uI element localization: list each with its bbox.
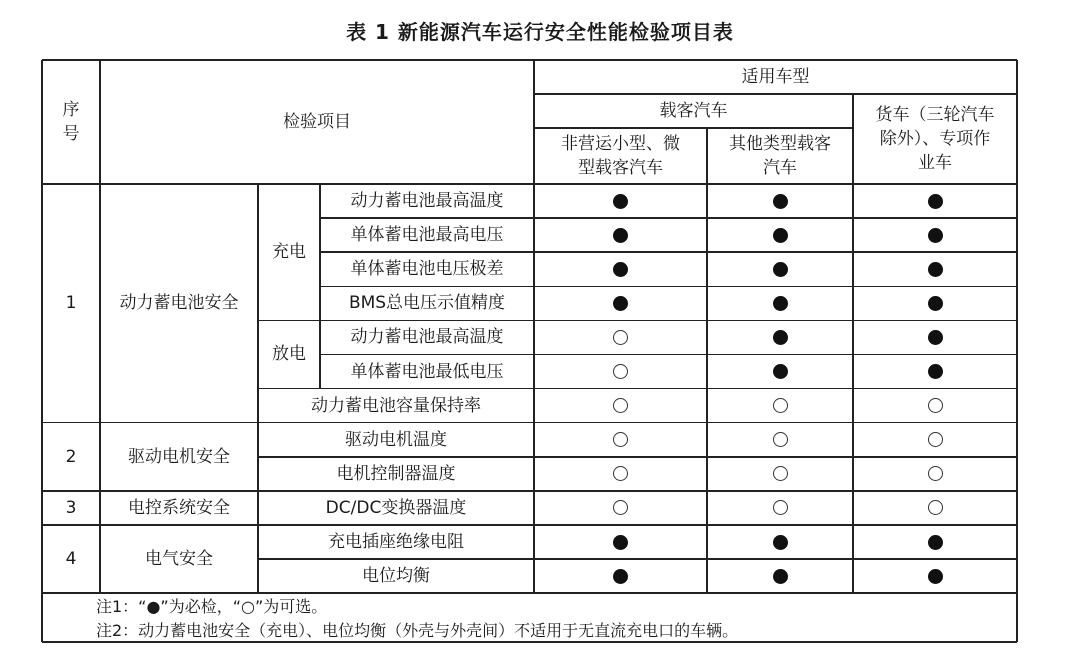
required-mark-icon — [773, 330, 788, 345]
mark-cell — [534, 355, 707, 389]
mark-cell — [534, 320, 707, 354]
mark-cell — [853, 525, 1017, 559]
optional-mark-icon — [613, 432, 628, 447]
note-1: 注1：“●”为必检，“○”为可选。 — [96, 597, 328, 616]
required-mark-icon — [613, 262, 628, 277]
optional-mark-icon — [928, 466, 943, 481]
mark-cell — [853, 491, 1017, 525]
mark-cell — [534, 218, 707, 252]
required-mark-icon — [928, 296, 943, 311]
mark-cell — [853, 559, 1017, 593]
group-seq: 1 — [65, 293, 77, 314]
inspection-item: 电位均衡 — [362, 566, 430, 587]
mark-cell — [853, 218, 1017, 252]
required-mark-icon — [928, 228, 943, 243]
required-mark-icon — [928, 262, 943, 277]
mark-cell — [853, 457, 1017, 491]
optional-mark-icon — [613, 330, 628, 345]
mark-cell — [707, 218, 853, 252]
mark-cell — [707, 320, 853, 354]
required-mark-icon — [613, 569, 628, 584]
mark-cell — [534, 389, 707, 423]
subgroup-discharge: 放电 — [272, 344, 306, 365]
header-applicable: 适用车型 — [741, 67, 810, 87]
header-item: 检验项目 — [283, 112, 351, 132]
mark-cell — [534, 252, 707, 286]
required-mark-icon — [613, 194, 628, 209]
optional-mark-icon — [928, 500, 943, 515]
required-mark-icon — [928, 569, 943, 584]
table-title: 表 1 新能源汽车运行安全性能检验项目表 — [346, 20, 734, 44]
mark-cell — [707, 559, 853, 593]
required-mark-icon — [773, 194, 788, 209]
mark-cell — [534, 184, 707, 218]
mark-cell — [853, 184, 1017, 218]
mark-cell — [534, 491, 707, 525]
inspection-item: 动力蓄电池最高温度 — [350, 191, 504, 212]
mark-cell — [534, 286, 707, 320]
mark-cell — [707, 286, 853, 320]
mark-cell — [853, 389, 1017, 423]
group-name: 电控系统安全 — [128, 497, 230, 518]
required-mark-icon — [928, 364, 943, 379]
required-mark-icon — [773, 262, 788, 277]
inspection-item: 驱动电机温度 — [345, 429, 447, 450]
required-mark-icon — [613, 535, 628, 550]
mark-cell — [853, 355, 1017, 389]
inspection-item: 单体蓄电池最低电压 — [350, 361, 504, 382]
required-mark-icon — [773, 535, 788, 550]
optional-mark-icon — [928, 432, 943, 447]
required-mark-icon — [928, 330, 943, 345]
required-mark-icon — [773, 296, 788, 311]
subgroup-charge: 充电 — [272, 242, 306, 263]
optional-mark-icon — [773, 500, 788, 515]
header-passenger: 载客汽车 — [659, 101, 728, 121]
optional-mark-icon — [773, 398, 788, 413]
group-name: 动力蓄电池安全 — [119, 293, 239, 314]
optional-mark-icon — [613, 398, 628, 413]
inspection-item: DC/DC变换器温度 — [325, 497, 467, 518]
optional-mark-icon — [928, 398, 943, 413]
mark-cell — [534, 525, 707, 559]
header-other-passenger: 其他类型载客 汽车 — [729, 134, 831, 178]
mark-cell — [707, 184, 853, 218]
required-mark-icon — [773, 569, 788, 584]
required-mark-icon — [613, 228, 628, 243]
mark-cell — [707, 355, 853, 389]
inspection-item: 动力蓄电池最高温度 — [350, 327, 504, 348]
inspection-item: BMS总电压示值精度 — [348, 293, 506, 314]
header-seq: 序 号 — [62, 100, 80, 144]
inspection-item: 单体蓄电池电压极差 — [350, 259, 504, 280]
header-truck: 货车（三轮汽车 除外）、专项作 业车 — [875, 105, 995, 173]
optional-mark-icon — [613, 364, 628, 379]
required-mark-icon — [773, 364, 788, 379]
mark-cell — [707, 252, 853, 286]
mark-cell — [707, 491, 853, 525]
optional-mark-icon — [613, 466, 628, 481]
inspection-item: 电机控制器温度 — [336, 463, 456, 484]
required-mark-icon — [773, 228, 788, 243]
group-name: 驱动电机安全 — [128, 446, 230, 467]
mark-cell — [853, 423, 1017, 457]
mark-cell — [707, 525, 853, 559]
inspection-item: 充电插座绝缘电阻 — [328, 532, 464, 553]
mark-cell — [534, 457, 707, 491]
mark-cell — [707, 389, 853, 423]
group-seq: 3 — [65, 497, 77, 518]
inspection-item: 动力蓄电池容量保持率 — [311, 395, 481, 416]
mark-cell — [534, 423, 707, 457]
header-small-passenger: 非营运小型、微 型载客汽车 — [561, 134, 680, 178]
inspection-item: 单体蓄电池最高电压 — [350, 225, 504, 246]
mark-cell — [534, 559, 707, 593]
note-2: 注2：动力蓄电池安全（充电）、电位均衡（外壳与外壳间）不适用于无直流充电口的车辆。 — [96, 621, 739, 640]
required-mark-icon — [613, 296, 628, 311]
optional-mark-icon — [613, 500, 628, 515]
group-name: 电气安全 — [145, 549, 213, 570]
required-mark-icon — [928, 535, 943, 550]
mark-cell — [853, 252, 1017, 286]
optional-mark-icon — [773, 466, 788, 481]
optional-mark-icon — [773, 432, 788, 447]
required-mark-icon — [928, 194, 943, 209]
mark-cell — [853, 286, 1017, 320]
mark-cell — [707, 423, 853, 457]
group-seq: 4 — [65, 549, 77, 570]
mark-cell — [707, 457, 853, 491]
group-seq: 2 — [65, 446, 77, 467]
mark-cell — [853, 320, 1017, 354]
